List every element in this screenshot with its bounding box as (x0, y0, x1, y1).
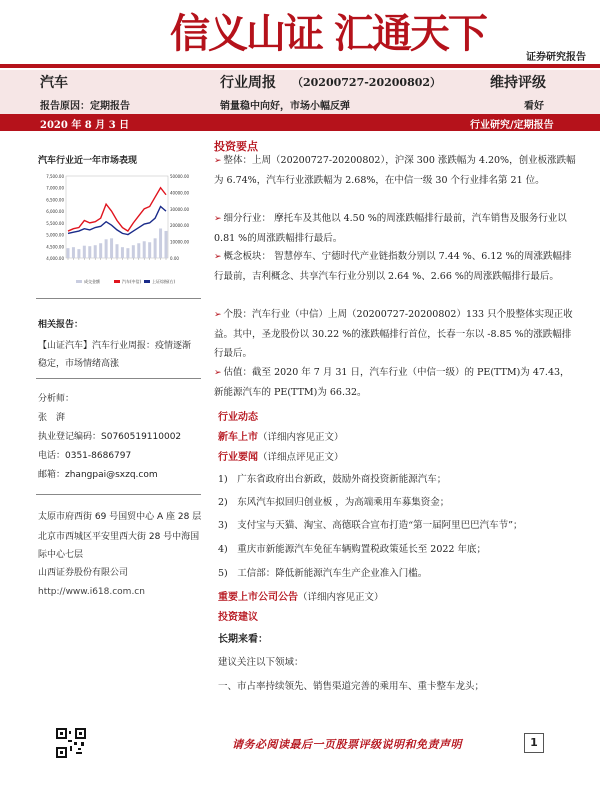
bullet-icon: ➢ (214, 368, 222, 378)
headline: 销量稳中向好，市场小幅反弹 (220, 101, 350, 112)
suggest-text: 建议关注以下领域： (218, 657, 304, 668)
y2-tick-label: 10000.00 (170, 239, 190, 245)
y-tick-label: 4,000.00 (46, 256, 64, 261)
volume-bar (94, 245, 97, 258)
volume-bar (83, 246, 86, 258)
analyst-name: 张 湃 (38, 413, 66, 423)
y-tick-label: 6,500.00 (46, 197, 64, 203)
bullet-icon: ➢ (214, 156, 222, 166)
news-item: 1) 广东省政府出台新政，鼓励外商投资新能源汽车； (218, 474, 447, 485)
volume-bar (126, 248, 129, 258)
volume-bar (154, 238, 157, 258)
sector-label: 汽车 (40, 75, 68, 91)
volume-bar (72, 247, 75, 258)
y-tick-label: 4,500.00 (46, 244, 64, 250)
y2-tick-label: 50000.00 (170, 174, 190, 179)
volume-bar (88, 246, 91, 258)
summary-p4: ➢ 个股：汽车行业（中信）上周（20200727-20200802）133 只个股整体实现正收益。其中，圣龙股份以 30.22 %的涨跌幅排行首位，长春一东以 -8.85 %的涨跌幅排行最后。 (214, 309, 573, 359)
invest-title: 投资建议 (218, 612, 258, 623)
summary-title: 投资要点 (214, 140, 258, 153)
address-2: 北京市西城区平安里西大街 28 号中海国际中心七层 (38, 532, 200, 560)
suggest-item-1: 一、市占率持续领先、销售渠道完善的乘用车、重卡整车龙头； (218, 681, 485, 692)
volume-bar (67, 248, 70, 258)
market-chart (36, 166, 198, 296)
report-type: 行业周报 (220, 75, 276, 91)
volume-bar (143, 241, 146, 258)
summary-p2: ➢ 细分行业： 摩托车及其他以 4.50 %的周涨跌幅排行最前，汽车销售及服务行业以 0.81 %的周涨跌幅排行最后。 (214, 213, 567, 244)
legend-swatch (76, 280, 82, 283)
divider (36, 378, 201, 379)
summary-p5: ➢ 估值：截至 2020 年 7 月 31 日，汽车行业（中信一级）的 PE(TTM)为 47.43，新能源汽车的 PE(TTM)为 66.32。 (214, 367, 570, 398)
news-item: 4) 重庆市新能源汽车免征车辆购置税政策延长至 2022 年底； (218, 544, 486, 555)
disclaimer[interactable]: 请务必阅读最后一页股票评级说明和免责声明 (232, 738, 462, 751)
related-report[interactable]: 【山证汽车】汽车行业周报：疫情逐渐稳定，市场情绪高涨 (38, 341, 192, 369)
news-link[interactable]: 行业要闻 (218, 452, 258, 463)
y2-tick-label: 30000.00 (170, 206, 190, 212)
report-label: 证券研究报告 (526, 52, 586, 63)
news-item: 3) 支付宝与天猫、淘宝、高德联合宣布打造“第一届阿里巴巴汽车节”； (218, 520, 523, 531)
announce-link[interactable]: 重要上市公司公告 (218, 592, 298, 603)
rating-label: 维持评级 (490, 75, 546, 91)
y-tick-label: 5,000.00 (46, 232, 64, 238)
volume-bar (99, 243, 102, 258)
y2-tick-label: 0.00 (170, 256, 179, 261)
volume-bar (159, 228, 162, 258)
chart-title: 汽车行业近一年市场表现 (38, 156, 138, 166)
new-car-row: 新车上市（详细内容见正文） (218, 432, 344, 443)
qr-code-icon (56, 728, 86, 758)
phone: 电话：0351-8686797 (38, 451, 132, 461)
volume-bar (77, 249, 80, 258)
legend-label: 汽车(中信) (122, 279, 142, 284)
volume-bar (137, 243, 140, 258)
report-category: 行业研究/定期报告 (470, 120, 554, 131)
summary-p1: ➢ 整体：上周（20200727-20200802），沪深 300 涨跌幅为 4.20%，创业板涨跌幅为 6.74%，汽车行业涨跌幅为 2.68%，在中信一级 30 个行业排名第 21 位。 (214, 155, 576, 186)
date-bar (0, 114, 600, 131)
bullet-icon: ➢ (214, 252, 222, 262)
announce-row: 重要上市公司公告（详细内容见正文） (218, 592, 384, 603)
related-label: 相关报告： (38, 320, 84, 330)
y-tick-label: 7,500.00 (46, 174, 64, 179)
volume-bar (121, 247, 124, 258)
legend-swatch (114, 280, 120, 283)
volume-bar (132, 245, 135, 258)
y-tick-label: 6,000.00 (46, 209, 64, 215)
y2-tick-label: 40000.00 (170, 190, 190, 196)
brand-slogan: 信义山证 汇通天下 (170, 10, 486, 57)
y2-tick-label: 20000.00 (170, 223, 190, 229)
bullet-icon: ➢ (214, 310, 222, 320)
summary-p3: ➢ 概念板块： 智慧停车、宁德时代产业链指数分别以 7.44 %、6.12 %的周涨跌幅排行最前，吉利概念、共享汽车行业分别以 2.64 %、2.66 %的周涨跌幅排行最后。 (214, 251, 572, 282)
volume-bar (116, 244, 119, 258)
legend-label: 成交金额 (84, 279, 100, 284)
bullet-icon: ➢ (214, 214, 222, 224)
report-date: 2020 年 8 月 3 日 (40, 120, 130, 131)
news-row: 行业要闻（详细点评见正文） (218, 452, 344, 463)
long-term-label: 长期来看： (218, 634, 268, 645)
header-divider (0, 64, 600, 68)
divider (36, 494, 201, 495)
page-number: 1 (524, 733, 544, 753)
volume-bar (148, 242, 151, 258)
y-tick-label: 7,000.00 (46, 185, 64, 191)
new-car-link[interactable]: 新车上市 (218, 432, 258, 443)
legend-swatch (144, 280, 150, 283)
website-link[interactable]: http://www.i618.com.cn (38, 587, 145, 597)
legend-label: 上证综指(右) (152, 279, 176, 284)
divider (36, 298, 201, 299)
y-tick-label: 5,500.00 (46, 220, 64, 226)
industry-title: 行业动态 (218, 412, 258, 423)
address-1: 太原市府西街 69 号国贸中心 A 座 28 层 (38, 512, 202, 522)
volume-bar (165, 231, 168, 258)
analyst-label: 分析师： (38, 394, 75, 404)
email[interactable]: 邮箱：zhangpai@sxzq.com (38, 470, 158, 480)
news-item: 5) 工信部：降低新能源汽车生产企业准入门槛。 (218, 568, 428, 579)
volume-bar (110, 238, 113, 258)
license-number: 执业登记编码：S0760519110002 (38, 432, 182, 442)
rating-value: 看好 (524, 101, 544, 112)
news-item: 2) 东风汽车拟回归创业板 ，为高端乘用车募集资金； (218, 497, 450, 508)
company-name: 山西证券股份有限公司 (38, 568, 129, 578)
report-period: （20200727-20200802） (292, 76, 442, 89)
volume-bar (105, 239, 108, 258)
reason-label: 报告原因：定期报告 (40, 101, 130, 112)
